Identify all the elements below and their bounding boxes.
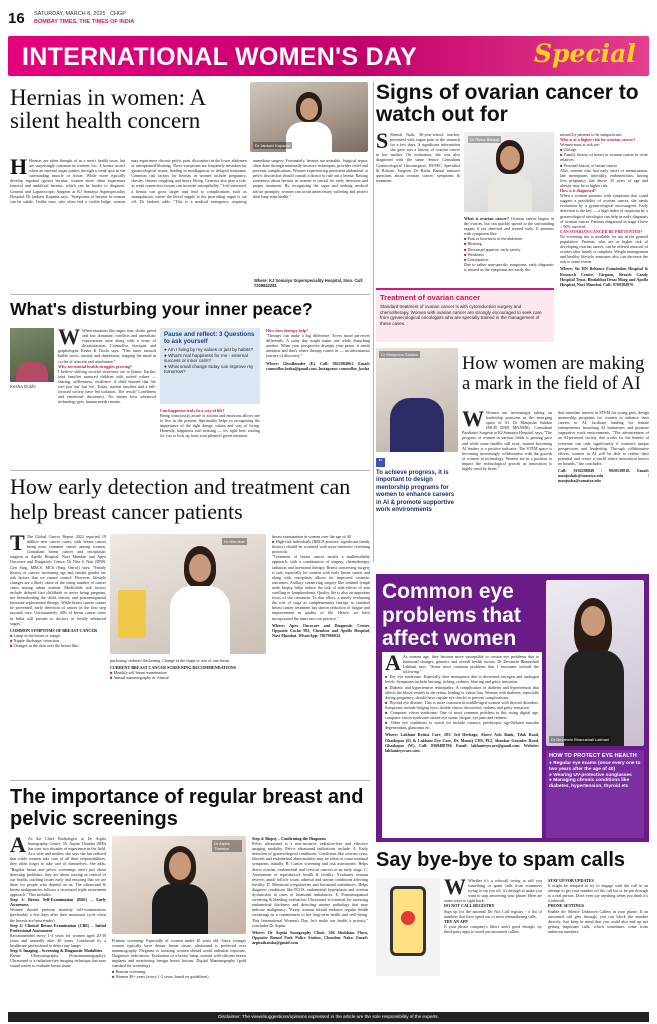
pelvic-step1-title: Step 1: Breast Self-Examination (BSE) – Early Awareness bbox=[10, 897, 106, 908]
date: SATURDAY, MARCH 8, 2025 bbox=[34, 11, 106, 17]
ovarian-a1: Ovarian cancer begins in the ovaries, but can quickly spread to the surrounding organs if not detected and treated early. It presents with symptoms like: bbox=[464, 216, 554, 237]
pelvic-col2 bbox=[112, 938, 246, 1008]
eye-article bbox=[376, 574, 649, 842]
pelvic-mid-b: Diagnostic indications: Evaluation of a breast lump, women with silicone breast implants and monitoring benign breast lesions. Digital Mammography (gold standard for screening) bbox=[112, 953, 246, 969]
list-item: ● Managing chronic conditions like diabetes, hypertension, thyroid etc bbox=[549, 778, 630, 790]
list-item: ● What's real happiness for me - external success or inner calm? bbox=[164, 352, 248, 364]
ai-col2 bbox=[558, 410, 649, 560]
eye-doctor-photo bbox=[546, 580, 644, 746]
list-item: ■ Weakness bbox=[464, 251, 484, 257]
peace-where: Where: Ghodbunder (E). Call: 9821084061. Email: counsellor.kesha@gmail.com. Instagram: counsellor_kesha bbox=[266, 360, 370, 371]
pelvic-step4: Pelvic ultrasound is a non-invasive, radiation-free and effective imaging modality. Pelvic ultrasound indications include: A. Early detection of gynaecological conditions: Conditions like ovarian cysts, fibroids and endometrial abnormalities may be silent or cause minimal symptoms initially. B. Cancer screening and risk assessment: Helps detect ovarian, endometrial and cervical cancers at an early stage. C. Assessment of reproductive health & fertility: Evaluates ovarian reserve, antral follicle count, adnexal and uterine conditions affecting fertility. D. Menstrual irregularities and hormonal imbalances: Helps diagnose conditions like PCOS, endometrial hyperplasia and ovarian dysfunction in cases of hormonal imbalances. E. Postmenopausal screening & bleeding evaluation: Ultrasound is essential for assessing endometrial thickness and detecting uterine pathology that may indicate malignancy. "Every woman should embrace regular health screenings as a commitment to her long-term health and well-being. This International Women's Day, let's make our health a priority," concludes Dr Arpita. bbox=[252, 841, 368, 928]
peace-dropcap: W bbox=[58, 324, 80, 349]
breast-photo-caption: Dr Nita Nair bbox=[224, 539, 245, 544]
phone-icon bbox=[390, 886, 426, 956]
pelvic-col1 bbox=[10, 832, 106, 1008]
breast-screening-title: CURRENT BREAST CANCER SCREENING RECOMMENDATIONS bbox=[110, 665, 237, 671]
list-item: ■ Monthly self breast examination bbox=[110, 670, 167, 676]
footer-bar bbox=[8, 1012, 649, 1022]
ovarian-a4: No screening test is available for use in the general population. Patients, who are at higher risk of developing ovarian cancer, can be offered removal of ovaries after family is complete. Weight management and healthy lifestyle measures also can decrease the risk to some extent. bbox=[560, 233, 648, 265]
list-item: ● Am I living by my values or just by habits? bbox=[164, 347, 254, 352]
page-number: 16 bbox=[8, 10, 25, 27]
list-item: ■ Bloating bbox=[464, 241, 482, 247]
eye-box-title: HOW TO PROTECT EYE HEALTH bbox=[549, 753, 637, 759]
list-item: ■ Changes in the skin over the breast like, bbox=[10, 642, 79, 648]
spam-col2 bbox=[548, 878, 648, 1008]
pelvic-step1: Women should perform monthly self-examinations (preferably a few days after their menstrual cycle when the breasts are least tender) bbox=[10, 907, 106, 923]
list-item: ■ Computer vision syndrome: One of most common problem in this rising digital age, computer vision syndrome causes eye strain, fatigue, eye pain and redness. bbox=[385, 710, 539, 721]
banner-title: INTERNATIONAL WOMEN'S DAY bbox=[22, 43, 417, 71]
ai-body: Women are increasingly taking on leadership positions in the emerging space of AI. Dr Manjusha Salakar (MCH DNB MNAMS), Consultant Paediatric Surgeon at KJ Somaiya Hospital, says, "The progress of women in various fields is gaining pace and while some hurdles still exist, women becoming AI leaders is a positive indicator. The STEM space is becoming increasingly collaborative with the growth of women in technology. Women are in a position to impact the technological growth as innovation is highly rated by firms." bbox=[462, 410, 552, 472]
peace-col1 bbox=[58, 324, 156, 464]
pelvic-step4-title: Step 4: Biopsy – Confirming the Diagnosis bbox=[252, 836, 326, 841]
ai-col1 bbox=[462, 406, 552, 530]
spam-dropcap: W bbox=[444, 874, 466, 899]
ovarian-where: Where: Sir HN Reliance Foundation Hospital & Research Centre, Girgaon, Breach Candy Hospital Trust, Bhulabhai Desai Marg and Apollo Hospital, Navi Mumbai. Call: 9769384976 bbox=[560, 266, 648, 287]
pelvic-step3-title: Step 3: Imaging – Screening & Diagnostic Modalities bbox=[10, 948, 103, 954]
breast-col3 bbox=[272, 534, 370, 774]
breast-doctor-photo bbox=[110, 534, 266, 654]
phone-illustration bbox=[376, 878, 440, 976]
spam-h3: STAY UP FOR UPDATES bbox=[548, 878, 594, 883]
peace-q1: Why are mental health struggles growing? bbox=[58, 363, 133, 369]
pelvic-mid-a: Primary screening: Especially of women under 40 years old. Since younger women typically have denser breast tissue, ultrasound is preferred over mammography. Pregnant or lactating women should avoid radiation exposure. bbox=[112, 938, 246, 954]
ai-where: Call: 9102208849 / 9920538818. Email: manjushab@somaiya.edu / manjusha@somaiya.edu bbox=[558, 468, 649, 484]
ovarian-left-col bbox=[376, 128, 460, 268]
edition-name: BOMBAY TIMES, THE TIMES OF INDIA bbox=[34, 19, 135, 25]
pelvic-dropcap: A bbox=[10, 832, 26, 857]
list-item: ■ Women 40+ years (every 1-2 years, based on guidelines). bbox=[112, 973, 210, 979]
breast-dropcap: T bbox=[10, 530, 25, 555]
ai-dropcap: W bbox=[462, 406, 484, 431]
list-item: ■ Nipple discharge/ retraction bbox=[10, 637, 60, 643]
ovarian-q3: How is it diagnosed? bbox=[560, 188, 597, 194]
eye-text-panel bbox=[382, 652, 542, 838]
ovarian-mid-col bbox=[464, 216, 554, 284]
masthead bbox=[8, 8, 649, 34]
list-item: ■ Dry eye syndrome: Especially after menopause due to decreased estrogen and androgen levels. Symptoms include burning, itching, redness, blurring and gritty sensation. bbox=[385, 674, 539, 685]
list-item: ■ Lump in the breast or armpit bbox=[10, 632, 61, 638]
list-item: ■ Old age bbox=[560, 147, 577, 153]
list-item: ■ Thyroid eye disease: This is more common in middle-aged women with thyroid disorders. Symptoms include bulging eyes, double vision, discomfort, redness and gritty sensation. bbox=[385, 699, 539, 710]
eye-intro: As women age, they become more susceptible to certain eye problems due to hormonal changes, genetics and overall health factors. Dr Devanshi Bhanushali Lakhani says, "Some most common problems that I encounter include the following:" bbox=[402, 654, 539, 675]
list-item: ■ Other eye conditions to watch for include cataract, presbyopia, age-Related macular degeneration, glaucoma etc. bbox=[385, 720, 539, 731]
masthead-date bbox=[34, 11, 126, 17]
breast-symptoms-title: COMMON SYMPTOMS OF BREAST CANCER bbox=[10, 627, 98, 633]
list-item: ■ Diabetic and hypertensive retinopathy: A complication of diabetes and hypertension that affects the blood vessels in the retina, leading to vision loss. Women with diabetes, especially during pregnancy, should have regular eye checks to prevent complications. bbox=[385, 684, 539, 700]
ovarian-q1: What is ovarian cancer? bbox=[464, 216, 510, 221]
peace-col3 bbox=[266, 328, 370, 464]
ovarian-a2-more: Also, women who had early onset of menstruation, late menopause, infertility, endometriosis, having first pregnancy late above 35 years of age and obesity may be at higher risk. bbox=[560, 167, 648, 188]
pelvic-doctor-photo bbox=[112, 836, 246, 934]
peace-box-title: Pause and reflect: 3 Questions to ask yourself bbox=[164, 331, 255, 345]
peace-q3: How does therapy help? bbox=[266, 328, 309, 333]
ovarian-intro: Sheetal Naik, 36-year-school teacher, presented with vague pain in the stomach for a few days. A significant information she gave was a history of ovarian cancer in her mother. On evaluation, she was also diagnosed with the same. Senior Consultant Gynaecological Oncosurgeon, HI-PEC Specialist & Robotic Surgeon Dr Richa Bansal answers questions about ovarian cancer, symptoms & treatment. bbox=[376, 132, 460, 183]
list-item: ● What small change today can improve my tomorrow? bbox=[164, 363, 254, 375]
spam-p4: Enable the Silence Unknown Callers in your phone. If an unwanted call gets through, you can block the number directly. Just keep in mind that you could also end up not getting important calls, which sometimes come from unknown numbers. bbox=[548, 908, 648, 934]
pelvic-intro: As the Chief Radiologist at Dr Arpita Sonography Centre, Dr Arpita Thamba (MD) has over two decades of experience in the field. As a wife and mother, she says she has realised that while women take care of all their responsibilities, they often forget to take care of themselves. She adds, "Regular breast and pelvic screenings aren't just about detecting problems, they are about staying in control of our health, catching issues early and ensuring that we are there for people who depend on us. The ultrasound & breast malignancies follows a structured triple assessment approach." This includes: bbox=[10, 836, 106, 898]
hernia-dropcap: H bbox=[10, 154, 28, 179]
list-item: ● Wearing UV-protective sunglasses bbox=[549, 772, 632, 778]
quote-mark-icon: “ bbox=[376, 458, 385, 467]
breast-right-c: "Treatment of breast cancer entails a multimodality approach, with a combination of surgery, chemotherapy, radiation and hormonal therapy. Breast conserving surgery is safe, especially for women with early breast cancer and along with oncoplasty allows for improved cosmetic outcomes. Axillary conserving surgery like sentinel lymph node biopsy helps reduce the risk of side-effects of arm swelling or lymphoedema. Quality life is also an important focus of our treatment. To this effect, a timely evaluating the role of yoga as complementary therapy to standard breast cancer treatment has shown reduction of fatigue and improvement in quality of life. Hence, we have incorporated the same into our practice." bbox=[272, 554, 370, 621]
ovarian-dropcap: S bbox=[376, 128, 389, 153]
breast-intro: The Global Cancer Report 2022 reported 19 million new cancer cases, with breast cancer being most common cancer among women. Consultant breast cancer and oncoplastic surgeon at Apollo Hospital, Navi Mumbai and Apex Oncocare and Diagnostic Centre, Dr Nita S. Nair (DNB, Gen Surg, MRCS, MCh (Surg Onco)) says, "Family history of cancer, increasing age and female gender are risk factors that we cannot control. However, lifestyle changes are a likely cause of the rising number of cancer cases among urban women. Modifiable risk factors include delayed first childbirth or never being pregnant, not breastfeeding the child, obesity and postmenopausal hormone replacement therapy. While breast cancer cannot be prevented, early detection of cancer in the first step towards cure. Unfortunately, 40% of breast cancer cases in India still present to doctors in locally advanced stages." bbox=[10, 534, 106, 626]
ovarian-a2: Women most at risk are: bbox=[560, 142, 600, 148]
ovarian-right-col bbox=[560, 132, 648, 342]
ovarian-headline: Signs of ovarian cancer to watch out for bbox=[376, 82, 639, 127]
pelvic-photo-caption: Dr Arpita Thamba bbox=[212, 840, 242, 852]
peace-box-list bbox=[164, 347, 256, 375]
list-item: ■ Personal history of breast cancer bbox=[560, 162, 617, 168]
pelvic-article bbox=[10, 784, 370, 1010]
eye-where: Where: Lakhani Retina Care, 201/ 3rd Heritage, Above Axis Bank, Tilak Road, Ghatkopar (E) & Lakhani Eye Care, Dr. Mansij CHS, Pl.2, Shankar Gurudev Road, Ghatkopar (W). Call: 8369488706. Email: lakhanieyecare@gmail.com. Website: lakhanieyecare.com bbox=[385, 732, 539, 753]
list-item: ■ Decreased appetite, early satiety bbox=[464, 246, 521, 252]
ovarian-right-lead: missed by patients to be insignificant. bbox=[560, 132, 622, 137]
spam-h2: TRY AN APP bbox=[444, 918, 468, 924]
ovarian-treatment-title: Treatment of ovarian cancer bbox=[380, 293, 481, 302]
peace-col2 bbox=[160, 408, 260, 464]
list-item: ● Regular eye exams (once every one to two years after the age of 40) bbox=[549, 761, 641, 772]
eye-box-list bbox=[549, 761, 641, 790]
pelvic-where: Where: Dr Arpita Sonography Clinic, 304 Shubham Flora, Opposite Bound Park Police Station, Chembur Naka. Email: arpitathamba@gmail.com bbox=[252, 929, 368, 945]
eye-protect-box bbox=[546, 750, 644, 838]
hernia-where: Where: KJ Somaiya Superspeciality Hospital, Sion. Call: 7208842281 bbox=[254, 278, 364, 289]
ovarian-symptom-list bbox=[464, 236, 554, 261]
list-item: ■ Constipation bbox=[464, 256, 489, 262]
list-item: ■ Family history of breast or ovarian cancer in close relatives bbox=[560, 152, 648, 163]
list-item: ■ Pain or heaviness in the abdomen bbox=[464, 236, 523, 242]
spam-article bbox=[376, 846, 649, 1010]
peace-a3: "Therapy can make a big difference. Every mind perceives differently. A rainy day might make one while disturbing another. When your perspective disrupts your peace, it needs attention and that's where therapy comes in — an adventurous journey of discovery." bbox=[266, 333, 370, 359]
pelvic-step2-title: Step 2: Clinical Breast Examination (CBE) – Initial Professional Assessment bbox=[10, 922, 106, 933]
ai-right: that stimulate interest in STEM for young girls, design mentorship programs for women to enhance their careers in AI, facilitate funding for female entrepreneurs launching AI businesses and promote supportive work environments. "The advancement of an AI-powered society that works for the benefit of everyone can only significantly if women's unique perspectives and leadership. Through collaborative efforts, women in AI will be able to realise their potential and create a world where innovation knows no bounds," she concludes. bbox=[558, 410, 649, 466]
ovarian-treatment-box bbox=[376, 288, 554, 342]
eye-dropcap: A bbox=[385, 652, 401, 675]
list-item: ■ High-risk individuals (BRCA positive, significant family history) should be screened with more intensive screening protocols bbox=[272, 539, 370, 555]
pelvic-headline: The importance of regular breast and pelvic screenings bbox=[10, 786, 364, 831]
breast-col1 bbox=[10, 530, 106, 774]
footer-disclaimer: Disclaimer: The views/suggestions/opinions expressed in the article are the sole responsibility of the experts. bbox=[218, 1014, 439, 1019]
spam-h1: DO NOT CALL REGISTRY bbox=[444, 903, 495, 909]
pelvic-col3 bbox=[252, 836, 368, 1008]
peace-reflect-box bbox=[160, 328, 260, 404]
hernia-doctor-photo bbox=[250, 82, 368, 152]
peace-intro: When emotions like anger, fear, doubt, greed and low dominate, conflicts and unrealistic expectations arise along with a sense of dissatisfaction. Counsellor, therapist and graphologist Kesha K Doshi says, "This inner turmoil builds stress, anxiety and depression, trapping the mind in cycles of reaction and attachment." bbox=[58, 328, 156, 364]
ovarian-article bbox=[376, 82, 649, 344]
peace-q2: Can happiness truly be a way of life? bbox=[160, 408, 225, 413]
eye-photo-caption: Dr Devanshi Bhanushali Lakhani bbox=[551, 737, 610, 742]
ovarian-a3: When a woman presents with symptoms that could suggest a possibility of ovarian cancer, she needs evaluation by a gynaecological oncosurgeon. Early detection is the key — a high index of suspicion by a gynaecological oncologist can help in early diagnosis of ovarian cancer. Patients diagnosed in stage I have > 90% survival. bbox=[560, 193, 648, 229]
spam-col1 bbox=[444, 874, 542, 1008]
breast-cancer-article bbox=[10, 474, 370, 776]
ovarian-doctor-photo bbox=[464, 132, 554, 212]
hernia-photo-caption: Dr Jankavi Kapadia bbox=[255, 143, 290, 148]
ovarian-q4: CAN OVARIAN CANCER BE PREVENTED? bbox=[560, 228, 643, 234]
peace-headline: What's disturbing your inner peace? bbox=[10, 299, 313, 319]
spam-h4: PHONE SETTINGS bbox=[548, 903, 585, 909]
hernia-headline: Hernias in women: A silent health concern bbox=[10, 85, 205, 133]
peace-a2: Being consciously aware of actions and emotions allows one to live in the present. Spirituality helps in recognising the importance of the right things, values and way of living. Honestly, happiness isn't missing — it's right here waiting for you to look up from your phone/if given attention. bbox=[160, 413, 260, 439]
peace-photo-caption: Kesha Doshi bbox=[10, 384, 36, 389]
breast-right-a: breast examination in women over the age of 40 bbox=[272, 534, 351, 539]
ai-quote bbox=[376, 458, 460, 548]
breast-symptoms-cont: puckering/ redness/ thickening. Change in the shape or size of one breast bbox=[110, 658, 230, 663]
spam-p2: If your phone company's filters aren't good enough, try third-party apps to weed out unwanted callers. bbox=[444, 923, 542, 934]
ovarian-photo-caption: Dr Richa Bansal bbox=[470, 137, 499, 142]
peace-photo bbox=[10, 328, 54, 382]
ovarian-q2: Who is at a higher risk for ovarian cancer? bbox=[560, 137, 636, 143]
ai-photo bbox=[376, 348, 458, 452]
hernia-body bbox=[10, 154, 368, 276]
spam-p3: It might be tempted to try to engage with the call in an attempt to get your number off the call list or be put through to a real person. Don't even say anything when you think it's a robocall. bbox=[548, 883, 648, 904]
ai-headline: How women are making a mark in the field of AI bbox=[462, 354, 645, 395]
pelvic-step2: Recommended every 1-3 years for women aged 20-39 years and annually after 40 years. Conducted by a healthcare professional to detect any lumps bbox=[10, 932, 106, 948]
peace-a1: I believe shifting societal structures are to blame. Earlier, joint families nurtured children with rooted values — sharing, selflessness, resilience. A child learned that life isn't just 'me' but 'we'. Today, nuclear families and a self-focused society have led isolation. The result? Loneliness and emotional disconnect. No matter how advanced technology gets, human needs remain. bbox=[58, 368, 156, 405]
hernia-article bbox=[10, 82, 370, 290]
ai-photo-caption: Dr Manjusha Salakar bbox=[381, 352, 419, 357]
eye-headline: Common eye problems that affect women bbox=[382, 580, 521, 651]
breast-where: Where: Apex Oncocare and Diagnostic Center, Opposite Cocho 993, Chembur and Apollo Hospital, Navi Mumbai. WhatsApp: 7867966834 bbox=[272, 622, 370, 638]
list-item: ■ Routine screening: bbox=[112, 968, 147, 974]
breast-col2 bbox=[110, 658, 266, 758]
pelvic-step3: Breast Ultrasonography (Sonomammography): Ultrasound is a radiation-free imaging technique that uses sound waves to evaluate breast tissue bbox=[10, 953, 106, 969]
peace-article bbox=[10, 298, 370, 466]
banner-special: Special bbox=[534, 39, 636, 68]
ovarian-a1-end: Due to rather non-specific symptoms, early diagnosis is missed as the symptoms are easily dis- bbox=[464, 261, 554, 272]
ai-quote-text: To achieve progress, it is important to design mentorship programs for women to enhance careers in AI & promote supportive work environments bbox=[376, 469, 455, 514]
spam-headline: Say bye-bye to spam calls bbox=[376, 849, 626, 871]
eye-body bbox=[385, 654, 539, 753]
spam-intro: Whether it's a robocall trying to sell you something or spam calls from scammers trying to rip you off, it's enough to make you want to stop answering your phone. Here are some ways to fight back. bbox=[444, 878, 542, 904]
spam-p1: Sign up for the national Do Not Call registry - a list of numbers that have opted out of most telemarketing calls. bbox=[444, 908, 542, 919]
ai-women-article bbox=[376, 348, 649, 562]
ovarian-treatment-body: Standard treatment of ovarian cancer is with cytoreduction surgery and chemotherapy. Women with ovarian cancer are strongly encouraged to seek care from gynaecological oncologists who are specially trained in the management of these cases. bbox=[380, 304, 542, 326]
hernia-body-text: Hernias are often thought of as a men's health issue, but are surprisingly common in women, too. A hernia occurs when an internal organ pushes through a weak spot in the surrounding muscle or tissue. While more typically develop inguinal (groin) hernias, women more often experience femoral and umbilical hernias, which can be harder to diagnose. General and Laparoscopic Surgeon at KJ Somaiya Superspeciality Hospital, Dr Janhavi Kapadia says, "Symptoms of hernias in women can be subtle. Unlike men, who often feel a visible bulge, women may experience chronic pelvic pain, discomfort in the lower abdomen or unexplained bloating. These symptoms are frequently mistaken for gynaecological issues, leading to misdiagnosis or delayed treatment. Common risk factors for hernias in women include pregnancy, obesity, chronic coughing and heavy lifting. Genetics also play a role, as weak connective tissues can increase susceptibility." Left untreated, a hernia can grow larger and lead to complications such as strangulation, where the blood supply to the protruding organ is cut off. Dr Janhavi adds, "This is a medical emergency requiring immediate surgery. Fortunately, hernias are treatable. Surgical repair, often done through minimally invasive techniques, provides relief and prevents complications. Women experiencing persistent abdominal or pelvic discomfort should consult a doctor to rule out a hernia. Raising awareness about hernias in women is crucial for early detection and proper treatment. By recognising the signs and seeking medical advice promptly, women can avoid unnecessary suffering and protect their long-term health." bbox=[10, 158, 368, 204]
list-item: ■ Annual mammography or clinical bbox=[110, 675, 169, 681]
breast-cancer-headline: How early detection and treatment can help breast cancer patients bbox=[10, 474, 351, 525]
womens-day-banner bbox=[8, 36, 649, 76]
edition-code: CHGP bbox=[110, 11, 126, 17]
